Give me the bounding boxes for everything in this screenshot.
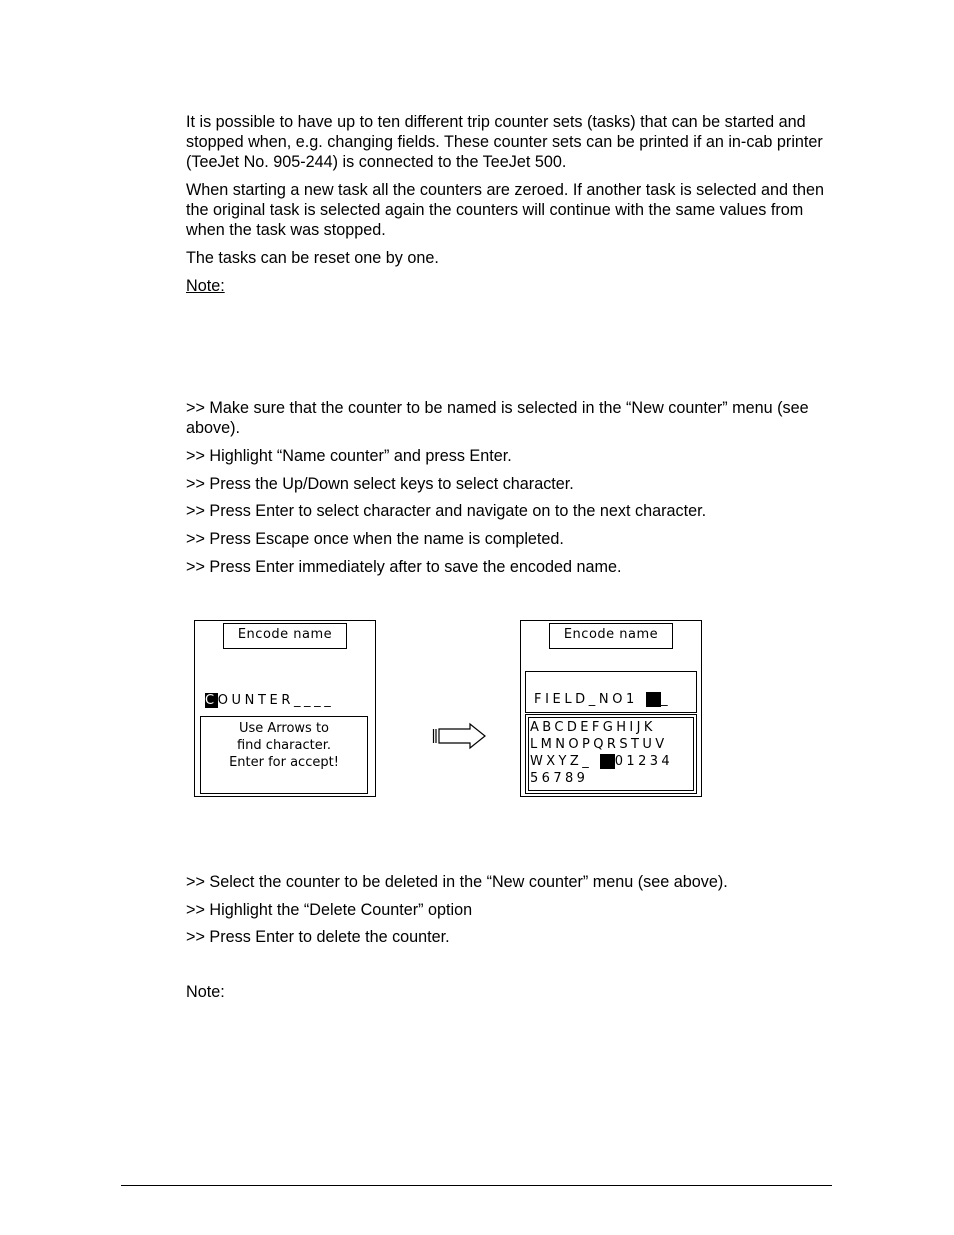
name-step-5: >> Press Escape once when the name is completed. (186, 530, 564, 548)
name-step-1: >> Make sure that the counter to be named is selected in the “New counter” menu (see above). (186, 399, 809, 437)
delete-step-1: >> Select the counter to be deleted in the “New counter” menu (see above). (186, 873, 728, 891)
encode-screen-initial (194, 620, 376, 797)
name-entry-line (205, 693, 334, 708)
name-step-6: >> Press Enter immediately after to save the encoded name. (186, 558, 622, 576)
character-row[interactable] (530, 753, 673, 770)
intro-paragraph-3: The tasks can be reset one by one. (186, 249, 439, 267)
character-grid (525, 714, 697, 794)
message-line-3: Enter for accept! (229, 755, 339, 770)
note-label-1: Note: (186, 277, 225, 295)
character-row[interactable]: ABCDEFGHIJK (530, 720, 656, 735)
name-step-4: >> Press Enter to select character and navigate on to the next character. (186, 502, 707, 520)
character-group[interactable]: 01234 (614, 754, 674, 769)
note-label-2: Note: (186, 983, 225, 1001)
field-name-line: FIELD_NO1 _ (534, 692, 672, 707)
instruction-message (200, 716, 368, 794)
field-name-box (525, 671, 697, 713)
delete-step-2: >> Highlight the “Delete Counter” option (186, 901, 473, 919)
encode-screen-character-select (520, 620, 702, 797)
screen-title: Encode name (223, 623, 347, 649)
character-cursor: C (205, 693, 218, 708)
name-step-2: >> Highlight “Name counter” and press Enter. (186, 447, 512, 465)
footer-rule (121, 1185, 832, 1186)
field-name-text: FIELD_NO1 (534, 692, 638, 707)
intro-paragraph-2: When starting a new task all the counters are zeroed. If another task is selected and then the original task is selected again the counters will continue with the same values from when the task was stopped. (186, 181, 824, 239)
character-cursor (646, 692, 661, 707)
message-line-2: find character. (236, 738, 331, 753)
character-row[interactable]: LMNOPQRSTUV (530, 737, 668, 752)
message-line-1: Use Arrows to (238, 721, 330, 736)
character-group[interactable]: WXYZ_ (530, 754, 593, 769)
name-text: OUNTER____ (217, 693, 335, 708)
delete-step-3: >> Press Enter to delete the counter. (186, 928, 450, 946)
intro-paragraph-1: It is possible to have up to ten different trip counter sets (tasks) that can be started and stopped when, e.g. changing fields. These counter sets can be printed if an in-cab printer (TeeJet No. 905-244) is connected to the TeeJet 500. (186, 113, 823, 171)
right-arrow-icon (432, 722, 488, 750)
grid-selection-cursor (600, 754, 615, 769)
character-row[interactable]: 56789 (530, 771, 589, 786)
screen-title: Encode name (549, 623, 673, 649)
name-step-3: >> Press the Up/Down select keys to select character. (186, 475, 574, 493)
